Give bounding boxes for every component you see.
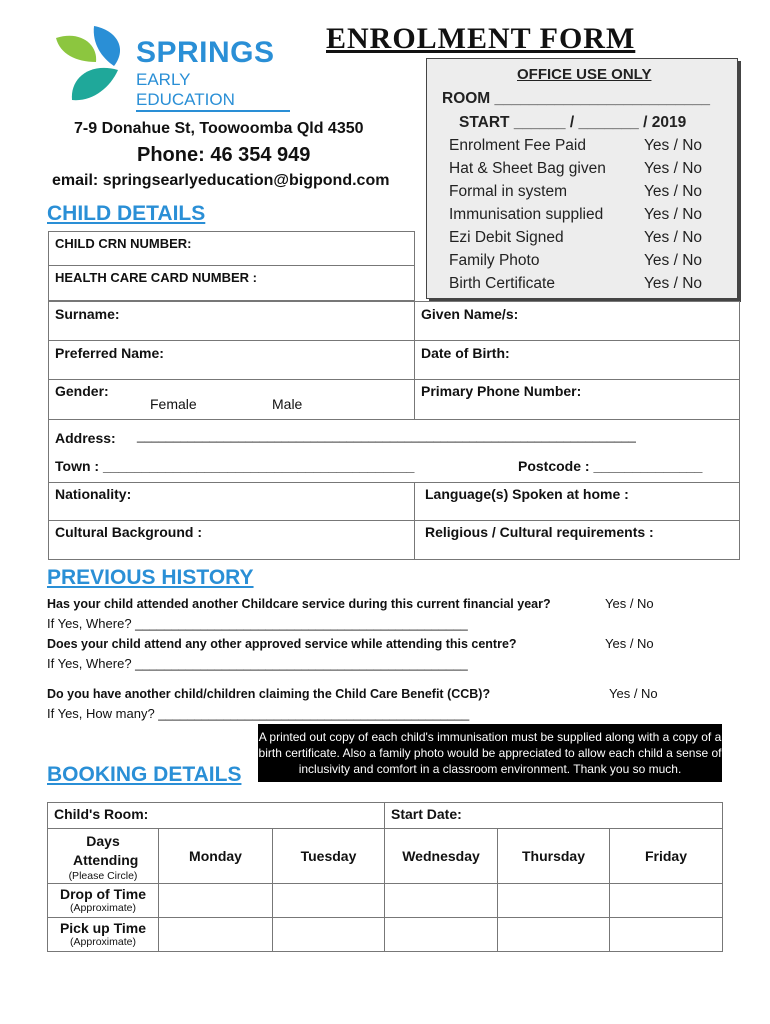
pick-up-time-wednesday[interactable] (385, 918, 498, 952)
drop-off-time-friday[interactable] (610, 884, 723, 918)
child-details-table (47, 230, 741, 561)
day-option-wednesday[interactable] (385, 829, 498, 884)
pick-up-note: (Approximate) (70, 936, 136, 948)
centre-email: email: springsearlyeducation@bigpond.com (52, 172, 390, 189)
town-label[interactable]: Town : ________________________________________ (55, 458, 415, 474)
nationality-label: Nationality: (55, 486, 132, 502)
history-q2-answer[interactable]: Yes / No (605, 636, 654, 651)
office-item-label: Family Photo (449, 252, 540, 269)
gender-male-option[interactable]: Male (272, 396, 303, 412)
centre-phone: Phone: 46 354 949 (137, 144, 311, 166)
office-item-yes-no[interactable]: Yes / No (644, 252, 703, 269)
office-item-yes-no[interactable]: Yes / No (644, 183, 703, 200)
primary-phone-cell[interactable] (415, 380, 740, 420)
dob-cell[interactable] (415, 341, 740, 380)
surname-label: Surname: (55, 306, 120, 322)
religious-cell[interactable] (415, 521, 740, 560)
drop-off-time-thursday[interactable] (498, 884, 610, 918)
logo (50, 22, 290, 109)
drop-off-cell (47, 884, 159, 918)
gender-cell (48, 380, 415, 420)
office-item-yes-no[interactable]: Yes / No (644, 206, 703, 223)
gender-female-option[interactable]: Female (150, 396, 197, 412)
postcode-label[interactable]: Postcode : ______________ (518, 458, 703, 474)
office-item-label: Immunisation supplied (449, 206, 604, 223)
office-item-label: Hat & Sheet Bag given (449, 160, 606, 177)
day-label: Tuesday (300, 848, 357, 864)
office-room: ROOM _________________________ (442, 90, 711, 107)
address-cell[interactable] (48, 420, 740, 482)
day-option-monday[interactable] (159, 829, 273, 884)
health-card-label: HEALTH CARE CARD NUMBER : (55, 270, 257, 285)
days-attending-label: Days Attending (73, 833, 139, 868)
office-heading: OFFICE USE ONLY (517, 66, 652, 83)
address-line[interactable]: _____________________________________________________________________ (137, 428, 636, 443)
cultural-cell[interactable] (48, 521, 415, 560)
day-label: Monday (189, 848, 242, 864)
drop-off-time-wednesday[interactable] (385, 884, 498, 918)
day-option-thursday[interactable] (498, 829, 610, 884)
childs-room-label: Child's Room: (54, 806, 149, 822)
child-details-heading: CHILD DETAILS (47, 202, 206, 225)
office-item-yes-no[interactable]: Yes / No (644, 160, 703, 177)
pick-up-time-thursday[interactable] (498, 918, 610, 952)
nationality-cell[interactable] (48, 482, 415, 521)
history-q1: Has your child attended another Childcare service during this current financial year? (47, 597, 551, 611)
gender-label: Gender: (55, 383, 109, 399)
office-start: START ______ / _______ / 2019 (459, 114, 687, 131)
office-item-label: Birth Certificate (449, 275, 555, 292)
languages-label: Language(s) Spoken at home : (425, 486, 629, 502)
day-option-tuesday[interactable] (273, 829, 385, 884)
given-names-cell[interactable] (415, 301, 740, 341)
health-card-cell[interactable] (48, 266, 415, 301)
day-label: Friday (644, 848, 687, 864)
brand-name: SPRINGS (136, 36, 275, 69)
day-option-friday[interactable] (610, 829, 723, 884)
leaves-icon (50, 22, 136, 104)
surname-cell[interactable] (48, 301, 415, 341)
history-q3: Do you have another child/children claiming the Child Care Benefit (CCB)? (47, 687, 491, 701)
drop-off-label: Drop of Time (59, 886, 147, 902)
form-title: ENROLMENT FORM (326, 22, 636, 55)
office-item-label: Formal in system (449, 183, 567, 200)
drop-off-time-monday[interactable] (159, 884, 273, 918)
drop-off-note: (Approximate) (70, 902, 136, 914)
preferred-name-cell[interactable] (48, 341, 415, 380)
days-attending-note: (Please Circle) (68, 870, 138, 882)
centre-address: 7-9 Donahue St, Toowoomba Qld 4350 (74, 120, 364, 137)
office-item-yes-no[interactable]: Yes / No (644, 137, 703, 154)
notice-box: A printed out copy of each child's immunisation must be supplied along with a copy of a birth certificate. Also a family photo would be appreciated to allow each child a sense of inclusivity and comfort in a classroom environment. Thank you so much. (258, 724, 722, 782)
drop-off-time-tuesday[interactable] (273, 884, 385, 918)
history-q2-follow[interactable]: If Yes, Where? ______________________________________________ (47, 656, 468, 671)
history-q1-answer[interactable]: Yes / No (605, 596, 654, 611)
booking-details-heading: BOOKING DETAILS (47, 763, 242, 786)
pick-up-label: Pick up Time (59, 920, 147, 936)
history-q3-follow[interactable]: If Yes, How many? ___________________________________________ (47, 706, 470, 721)
office-item-yes-no[interactable]: Yes / No (644, 275, 703, 292)
previous-history-heading: PREVIOUS HISTORY (47, 566, 254, 589)
crn-label: CHILD CRN NUMBER: (55, 236, 192, 251)
primary-phone-label: Primary Phone Number: (421, 383, 582, 399)
history-q2: Does your child attend any other approved service while attending this centre? (47, 637, 517, 651)
childs-room-cell[interactable] (47, 802, 385, 829)
start-date-cell[interactable] (385, 802, 723, 829)
history-q3-answer[interactable]: Yes / No (609, 686, 658, 701)
history-q1-follow[interactable]: If Yes, Where? ______________________________________________ (47, 616, 468, 631)
pick-up-time-friday[interactable] (610, 918, 723, 952)
languages-cell[interactable] (415, 482, 740, 521)
preferred-name-label: Preferred Name: (55, 345, 164, 361)
pick-up-time-monday[interactable] (159, 918, 273, 952)
office-item-label: Ezi Debit Signed (449, 229, 564, 246)
office-item-yes-no[interactable]: Yes / No (644, 229, 703, 246)
office-item-label: Enrolment Fee Paid (449, 137, 586, 154)
religious-label: Religious / Cultural requirements : (425, 524, 654, 540)
pick-up-time-tuesday[interactable] (273, 918, 385, 952)
crn-cell[interactable] (48, 231, 415, 266)
given-names-label: Given Name/s: (421, 306, 519, 322)
brand-subtitle: EARLY EDUCATION (136, 70, 290, 112)
day-label: Wednesday (402, 848, 480, 864)
cultural-label: Cultural Background : (55, 524, 203, 540)
pick-up-cell (47, 918, 159, 952)
booking-table (47, 802, 723, 952)
day-label: Thursday (521, 848, 585, 864)
dob-label: Date of Birth: (421, 345, 510, 361)
start-date-label: Start Date: (391, 806, 462, 822)
days-attending-cell (47, 829, 159, 884)
address-label: Address: (55, 430, 116, 446)
